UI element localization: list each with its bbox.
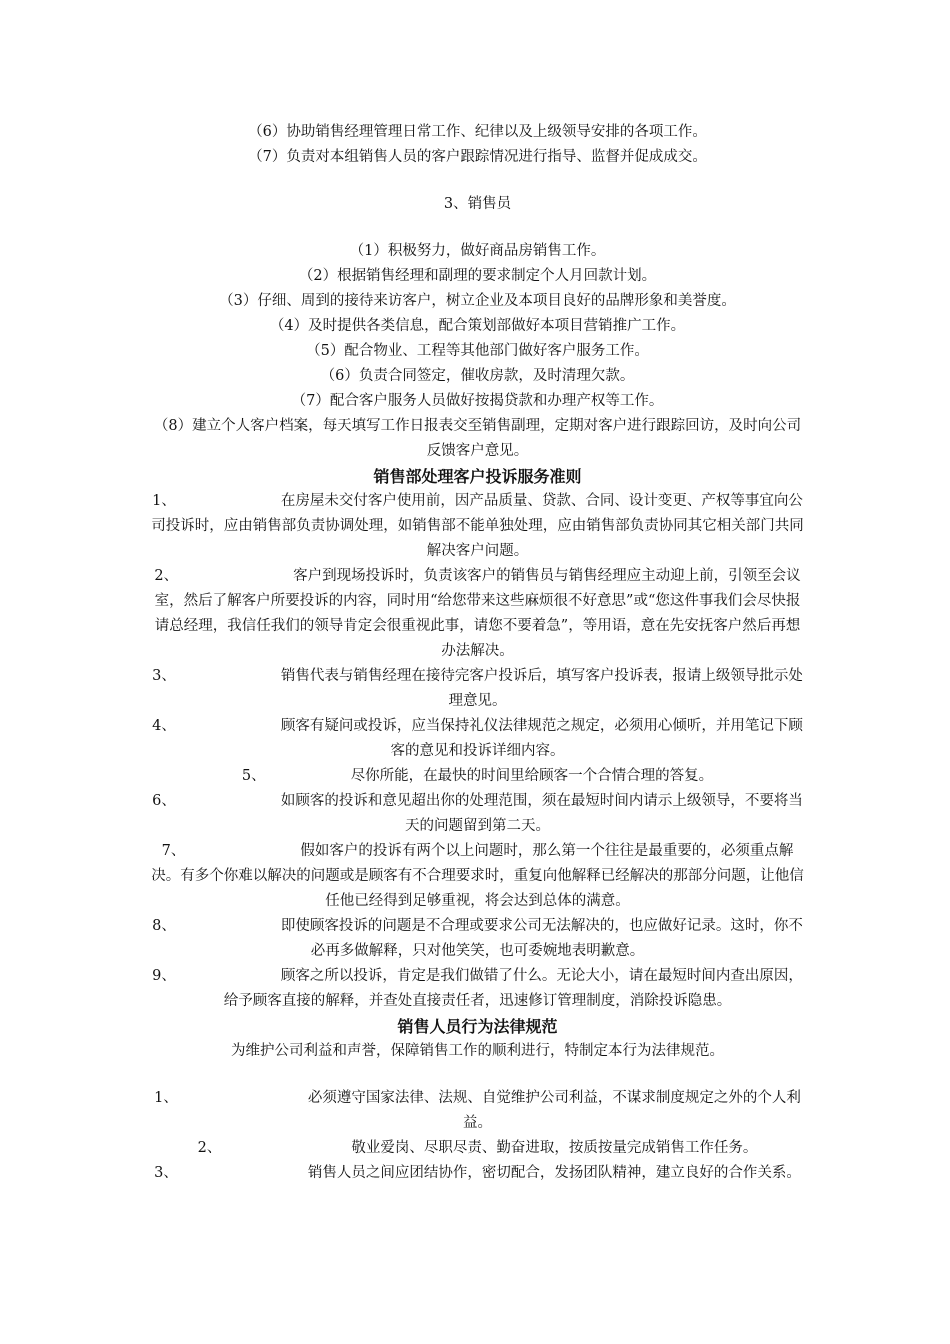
salesperson-item-5: （5）配合物业、工程等其他部门做好客户服务工作。 [306, 343, 649, 359]
salesperson-item-3: （3）仔细、周到的接待来访客户，树立企业及本项目良好的品牌形象和美誉度。 [219, 293, 736, 309]
complaint-guidelines-heading: 销售部处理客户投诉服务准则 [373, 467, 582, 486]
item-number: 6、 [152, 793, 176, 809]
complaint-item [150, 764, 805, 789]
item-text: 客户到现场投诉时，负责该客户的销售员与销售经理应主动迎上前，引领至会议室，然后了解客户所要投诉的内容，同时用“给您带来这些麻烦很不好意思”或“您这件事我们会尽快报请总经理，我信任我们的领导肯定会很重视此事，请您不要着急”，等用语，意在先安抚客户然后再想办法解决。 [154, 568, 801, 659]
item-text: 如顾客的投诉和意见超出你的处理范围，须在最短时间内请示上级领导，不要将当天的问题留到第二天。 [280, 793, 803, 834]
item-number: 8、 [152, 918, 176, 934]
complaint-item [150, 789, 805, 839]
item-number: 9、 [152, 968, 176, 984]
item-text: 销售代表与销售经理在接待完客户投诉后，填写客户投诉表，报请上级领导批示处理意见。 [280, 668, 803, 709]
conduct-item [150, 1086, 805, 1136]
complaint-item [150, 489, 805, 564]
item-text: 顾客有疑问或投诉，应当保持礼仪法律规范之规定，必须用心倾听，并用笔记下顾客的意见和投诉详细内容。 [280, 718, 803, 759]
item-text: 顾客之所以投诉，肯定是我们做错了什么。无论大小，请在最短时间内查出原因，给予顾客直接的解释，并查处直接责任者，迅速修订管理制度，消除投诉隐患。 [223, 968, 803, 1009]
item-number: 1、 [154, 1090, 178, 1106]
conduct-item [150, 1136, 805, 1161]
item-number: 3、 [152, 668, 176, 684]
duty-item-6: （6）协助销售经理管理日常工作、纪律以及上级领导安排的各项工作。 [248, 124, 707, 140]
item-number: 4、 [152, 718, 176, 734]
item-text: 尽你所能，在最快的时间里给顾客一个合情合理的答复。 [350, 768, 714, 784]
item-number: 2、 [197, 1140, 222, 1156]
item-number: 7、 [161, 843, 186, 859]
conduct-norms-heading: 销售人员行为法律规范 [397, 1017, 558, 1036]
conduct-item [150, 1161, 805, 1186]
item-text: 即使顾客投诉的问题是不合理或要求公司无法解决的，也应做好记录。这时，你不必再多做解释，只对他笑笑，也可委婉地表明歉意。 [280, 918, 803, 959]
salesperson-item-6: （6）负责合同签定，催收房款，及时清理欠款。 [320, 368, 635, 384]
item-number: 3、 [154, 1165, 178, 1181]
complaint-item [150, 914, 805, 964]
complaint-item [150, 564, 805, 664]
item-text: 销售人员之间应团结协作，密切配合，发扬团队精神，建立良好的合作关系。 [307, 1165, 801, 1181]
item-text: 必须遵守国家法律、法规、自觉维护公司利益，不谋求制度规定之外的个人利益。 [307, 1090, 801, 1131]
salesperson-item-2: （2）根据销售经理和副理的要求制定个人月回款计划。 [298, 268, 657, 284]
section-title-salesperson: 3、销售员 [443, 196, 512, 212]
duty-item-7: （7）负责对本组销售人员的客户跟踪情况进行指导、监督并促成成交。 [248, 149, 707, 165]
item-number: 5、 [241, 768, 266, 784]
salesperson-item-4: （4）及时提供各类信息，配合策划部做好本项目营销推广工作。 [269, 318, 686, 334]
salesperson-item-7: （7）配合客户服务人员做好按揭贷款和办理产权等工作。 [291, 393, 664, 409]
item-number: 2、 [154, 568, 179, 584]
complaint-item [150, 664, 805, 714]
item-text: 假如客户的投诉有两个以上问题时，那么第一个往往是最重要的，必须重点解决。有多个你难以解决的问题或是顾客有不合理要求时，重复向他解释已经解决的那部分问题，让他信任他已经得到足够重视，将会达到总体的满意。 [151, 843, 804, 909]
item-text: 敬业爱岗、尽职尽责、勤奋进取，按质按量完成销售工作任务。 [351, 1140, 758, 1156]
salesperson-item-1: （1）积极努力，做好商品房销售工作。 [349, 243, 606, 259]
conduct-intro: 为维护公司利益和声誉，保障销售工作的顺利进行，特制定本行为法律规范。 [231, 1043, 724, 1059]
salesperson-item-8: （8）建立个人客户档案，每天填写工作日报表交至销售副理，定期对客户进行跟踪回访，及时向公司反馈客户意见。 [153, 418, 802, 459]
complaint-item [150, 839, 805, 914]
complaint-item [150, 714, 805, 764]
item-number: 1、 [152, 493, 176, 509]
document-page [150, 120, 805, 1186]
complaint-item [150, 964, 805, 1014]
item-text: 在房屋未交付客户使用前，因产品质量、贷款、合同、设计变更、产权等事宜向公司投诉时，应由销售部负责协调处理，如销售部不能单独处理，应由销售部负责协同其它相关部门共同解决客户问题。 [151, 493, 804, 559]
